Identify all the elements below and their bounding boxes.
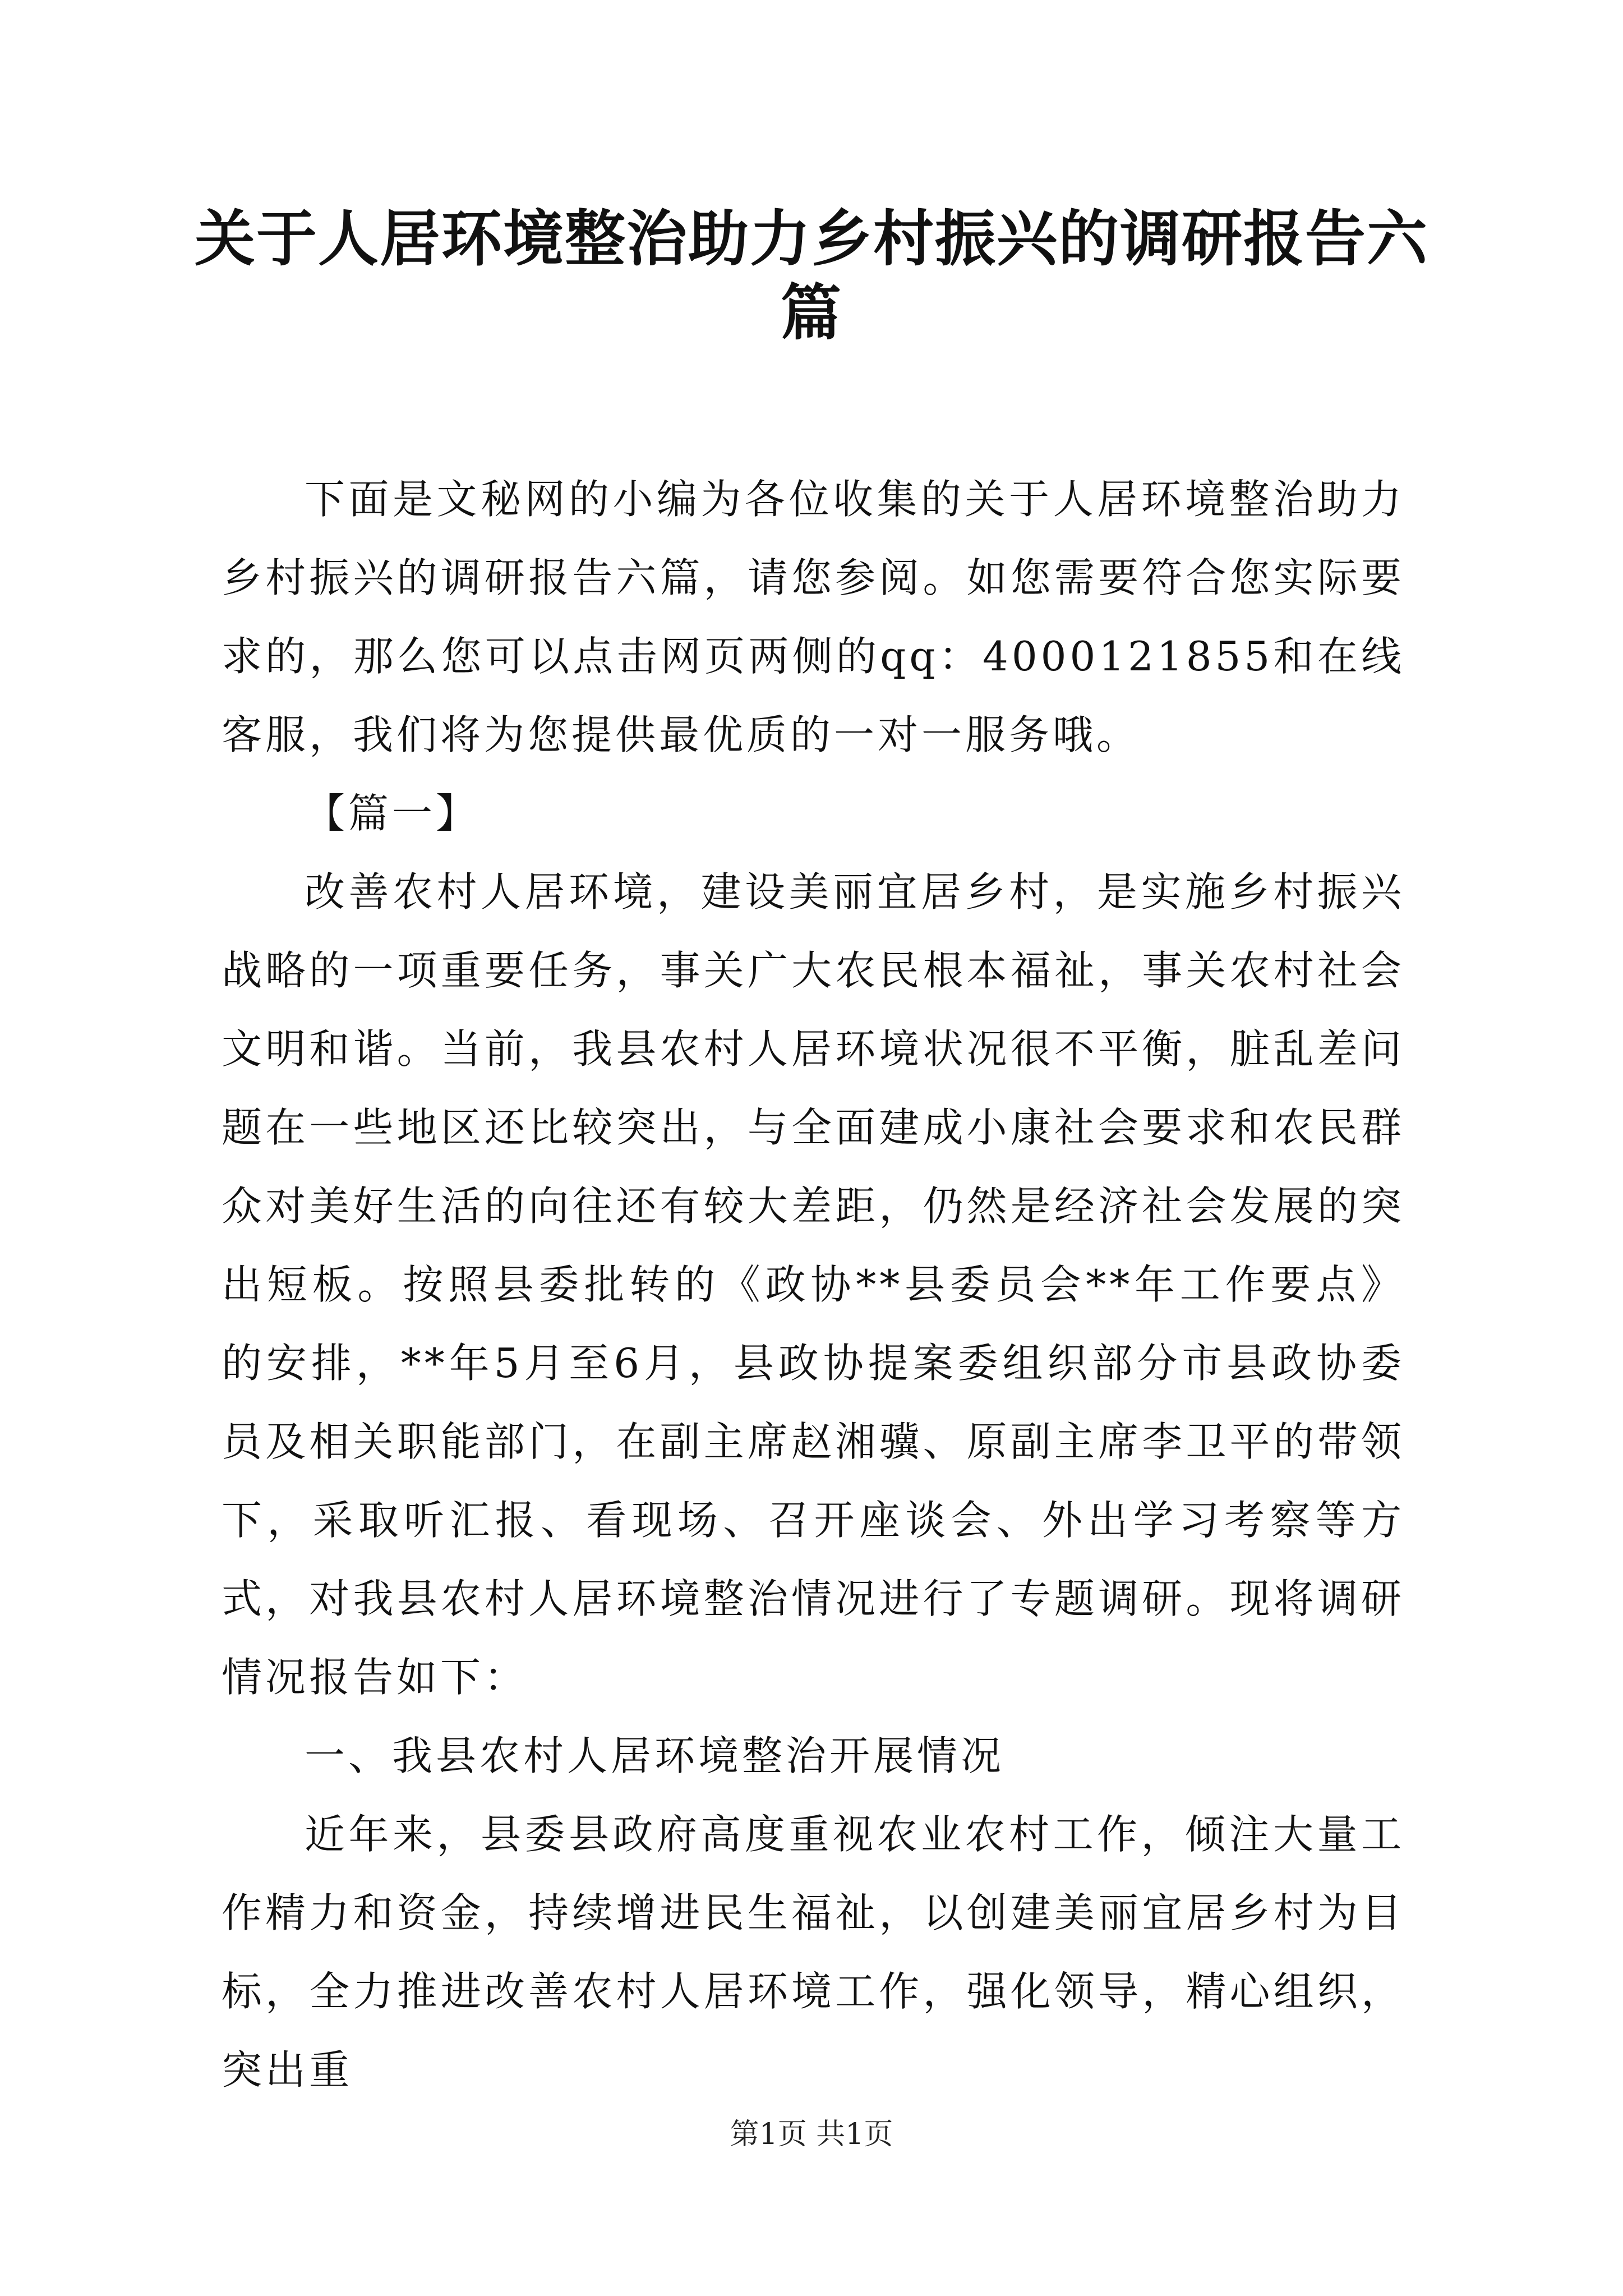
section-heading: 一、我县农村人居环境整治开展情况 [305, 1732, 1005, 1779]
page-footer: 第1页 共1页 [730, 2118, 893, 2151]
document-body [222, 460, 1405, 2109]
section-marker: 【篇一】 [305, 790, 480, 837]
body-paragraph: 改善农村人居环境，建设美丽宜居乡村，是实施乡村振兴战略的一项重要任务，事关广大农民根本福祉，事关农村社会文明和谐。当前，我县农村人居环境状况很不平衡，脏乱差问题在一些地区还比较突出，与全面建成小康社会要求和农民群众对美好生活的向往还有较大差距，仍然是经济社会发展的突出短板。按照县委批转的《政协**县委员会**年工作要点》的安排，**年5月至6月，县政协提案委组织部分市县政协委员及相关职能部门，在副主席赵湘骥、原副主席李卫平的带领下，采取听汇报、看现场、召开座谈会、外出学习考察等方式，对我县农村人居环境整治情况进行了专题调研。现将调研情况报告如下： [222, 868, 1405, 1701]
document-title: 关于人居环境整治助力乡村振兴的调研报告六篇 [194, 204, 1428, 348]
body-paragraph: 近年来，县委县政府高度重视农业农村工作，倾注大量工作精力和资金，持续增进民生福祉，以创建美丽宜居乡村为目标，全力推进改善农村人居环境工作，强化领导，精心组织，突出重 [222, 1811, 1405, 2093]
intro-paragraph: 下面是文秘网的小编为各位收集的关于人居环境整治助力乡村振兴的调研报告六篇，请您参阅。如您需要符合您实际要求的，那么您可以点击网页两侧的qq：4000121855和在线客服，我们将为您提供最优质的一对一服务哦。 [222, 476, 1405, 758]
